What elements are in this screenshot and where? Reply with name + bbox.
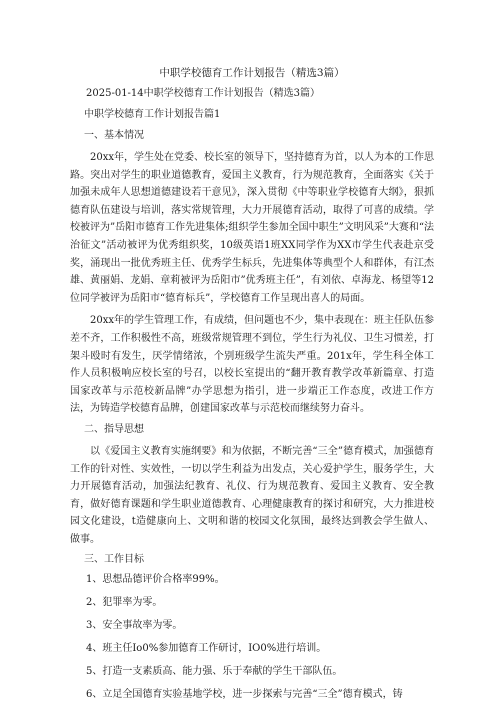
list-item: 6、立足全国德育实验基地学校，进一步探索与完善“三全”德育模式，铸 xyxy=(86,689,403,701)
paragraph: 20xx年，学生处在党委、校长室的领导下，坚持德育为首，以人为本的工作思路。突出对学生的职业道德教育，爱国主义教育，行为规范教育，全面落实《关于加强未成年人思想道德建设若干意见》，深入贯彻《中等职业学校德育大纲》，狠抓德育队伍建设与培训，落实常规管理，大力开展德育活动，取得了可喜的成绩。学校被评为”岳阳市德育工作先进集体;组织学生参加全国中职生”文明风采”大赛和“法治征文”活动被评为优秀组织奖，10级英语1班XX同学作为XX市学生代表赴京受奖，涌现出一批优秀班主任、优秀学生标兵，先进集体等典型个人和群体，有江杰雄、黄丽娟、龙娟、章莉被评为岳阳市”优秀班主任”，有刘依、卓海龙、杨望等12位同学被评为岳阳市“德育标兵”，学校德育工作呈现出喜人的局面。 xyxy=(70,152,435,304)
paragraph: 20xx年的学生管理工作，有成绩，但问题也不少，集中表现在：班主任队伍参差不齐，工作积极性不高，班级常规管理不到位，学生行为礼仪、卫生习惯差，打架斗殴时有发生，厌学情绪浓，个别班级学生流失严重。201x年，学生科全体工作人员积极响应校长室的号召，以校长室提出的“翻开教育教学改革新篇章、打造国家改革与示范校新品牌”办学思想为指引，进一步端正工作态度，改进工作方法，为铸造学校德育品牌，创建国家改革与示范校而继续努力奋斗。 xyxy=(70,315,435,415)
section-heading-basic-situation: 一、基本情况 xyxy=(84,130,144,141)
section-heading-work-goals: 三、工作目标 xyxy=(84,554,144,566)
section-heading-guiding-ideology: 二、指导思想 xyxy=(84,423,144,435)
list-item: 5、打造一支素质高、能力强、乐于奉献的学生干部队伍。 xyxy=(86,666,343,678)
document-date-line: 2025-01-14中职学校德育工作计划报告（精选3篇） xyxy=(86,88,321,99)
document-subtitle: 中职学校德育工作计划报告篇1 xyxy=(84,109,221,120)
list-item: 3、安全事故率为零。 xyxy=(86,620,183,632)
paragraph: 以《爱国主义教育实施纲要》和为依据，不断完善“三全”德育模式，加强德育工作的针对性、实效性，一切以学生利益为出发点，关心爱护学生，服务学生，大力开展德育活动，加强法纪教育、礼仪、行为规范教育、爱国主义教育、安全教育，做好德育课题和学生职业道德教育、心理健康教育的探讨和研究，大力推进校园文化建设，t造健康向上、文明和谐的校园文化氛围，最终达到教会学生做人、做事。 xyxy=(70,445,434,545)
list-item: 2、犯罪率为零。 xyxy=(86,597,163,609)
list-item: 1、思想品德评价合格率99%。 xyxy=(86,574,225,586)
document-title: 中职学校德育工作计划报告（精选3篇） xyxy=(159,67,345,79)
list-item: 4、班主任Io0%参加德育工作研讨，IO0%进行培训。 xyxy=(86,643,327,655)
